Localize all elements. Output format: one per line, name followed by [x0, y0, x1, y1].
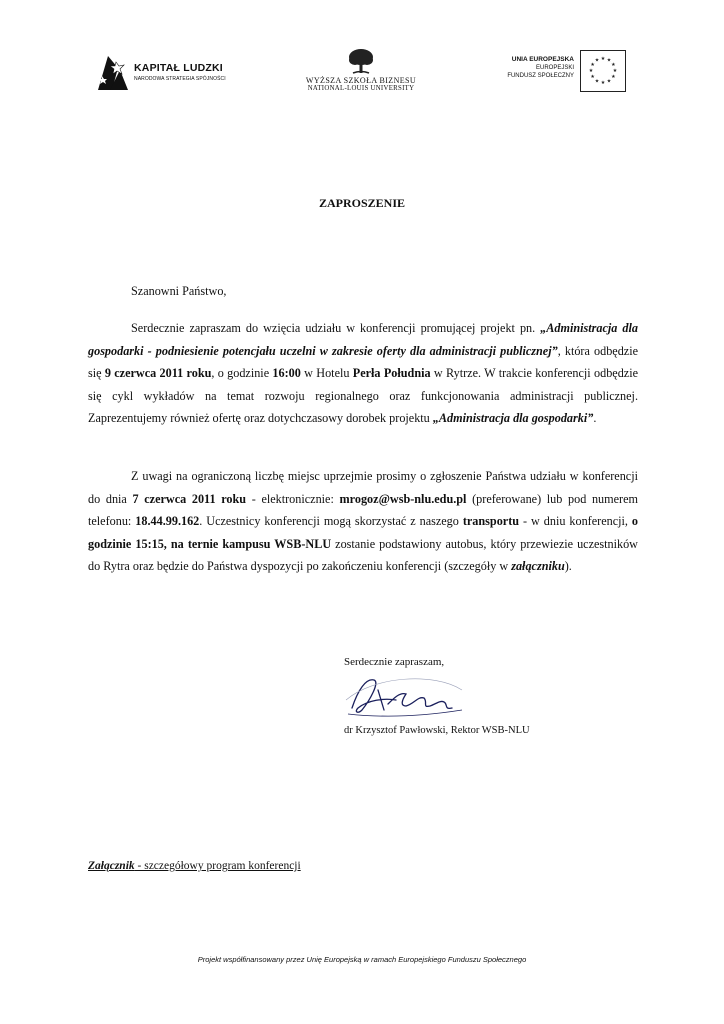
p2-run: załączniku	[511, 559, 565, 573]
attachment-note	[88, 860, 301, 872]
p1-run: 16:00	[272, 366, 301, 380]
p1-run: .	[593, 411, 597, 425]
p1-run: Perła Południa	[352, 366, 431, 380]
svg-text:★: ★	[594, 78, 600, 85]
kapital-ludzki-logo	[96, 52, 246, 94]
p1-run: w Hotelu	[300, 366, 353, 380]
salutation: Szanowni Państwo,	[131, 284, 227, 298]
signature	[344, 670, 470, 722]
p2-run: - elektronicznie:	[246, 491, 340, 506]
letter-title: ZAPROSZENIE	[318, 196, 406, 210]
tree-icon	[347, 48, 375, 76]
svg-text:★: ★	[611, 62, 616, 68]
p2-run: o godzinie 15:15, na ternie kampusu WSB-NLU	[88, 514, 638, 551]
svg-text:★: ★	[590, 62, 595, 68]
wsb-name: WYŻSZA SZKOŁA BIZNESU	[305, 76, 417, 85]
svg-text:★: ★	[588, 68, 594, 74]
kapital-ludzki-subtitle: NARODOWA STRATEGIA SPÓJNOŚCI	[134, 76, 226, 82]
p1-run: „Administracja dla gospodarki - podniesienie potencjału uczelni w zakresie oferty dla administracji publicznej”	[88, 321, 638, 358]
ue-text	[486, 56, 574, 80]
p2-run: . Uczestnicy konferencji mogą skorzystać z naszego	[199, 514, 463, 528]
eu-flag-icon	[580, 50, 626, 92]
p2-run: Z uwagi na ograniczoną liczbę miejsc uprzejmie prosimy o zgłoszenie Państwa udziału w konferencji do dnia	[88, 469, 638, 506]
ue-line3: FUNDUSZ SPOŁECZNY	[507, 73, 574, 79]
p1-run: w Rytrze. W trakcie konferencji odbędzie się cykl wykładów na temat rozwoju regionalnego oraz funkcjonowania administracji publicznej. Zaprezentujemy również ofertę oraz dotychczasowy dorobek projektu	[88, 366, 638, 425]
p2-run: ).	[564, 559, 572, 573]
kapital-ludzki-title: KAPITAŁ LUDZKI	[134, 62, 223, 74]
svg-text:★: ★	[606, 78, 612, 85]
attachment-text: - szczegółowy program konferencji	[134, 860, 301, 872]
wsb-logo	[296, 48, 426, 98]
svg-text:★: ★	[590, 74, 595, 80]
svg-text:★: ★	[600, 56, 606, 62]
svg-text:★: ★	[612, 68, 618, 74]
svg-text:★: ★	[606, 57, 612, 64]
p2-run: 18.44.99.162	[135, 514, 200, 528]
p2-run: zostanie podstawiony autobus, który przewiezie uczestników do Rytra oraz będzie do Państwa dyspozycji po zakończeniu konferencji (szczegóły w	[88, 536, 638, 573]
svg-text:★: ★	[611, 74, 616, 80]
p2-run: (preferowane) lub pod numerem telefonu:	[88, 491, 638, 528]
closing: Serdecznie zapraszam,	[344, 656, 445, 668]
paragraph-invitation	[88, 317, 638, 430]
p1-run: „Administracja dla gospodarki”	[432, 411, 594, 425]
p1-run: , o godzinie	[211, 366, 273, 380]
ue-line1: UNIA EUROPEJSKA	[511, 56, 574, 63]
svg-text:★: ★	[600, 80, 606, 86]
signer-name: dr Krzysztof Pawłowski, Rektor WSB-NLU	[344, 725, 530, 736]
kapital-ludzki-emblem-icon	[96, 54, 130, 92]
p1-run: , która odbędzie się	[88, 343, 638, 380]
ue-line2: EUROPEJSKI	[535, 65, 574, 71]
ue-logo	[486, 50, 636, 94]
footer-note: Projekt współfinansowany przez Unię Europejską w ramach Europejskiego Funduszu Społecznego	[197, 955, 527, 964]
p1-run: 9 czerwca 2011 roku	[104, 366, 212, 380]
svg-text:★: ★	[594, 57, 600, 64]
attachment-label: Załącznik	[88, 860, 135, 872]
p2-run: 7 czerwca 2011 roku	[132, 491, 247, 506]
p2-run: mrogoz@wsb-nlu.edu.pl	[339, 491, 467, 506]
p2-run: transportu	[462, 514, 520, 528]
wsb-subname: NATIONAL-LOUIS UNIVERSITY	[307, 85, 415, 92]
p1-run: Serdecznie zapraszam do wzięcia udziału w konferencji promującej projekt pn.	[131, 321, 541, 335]
p2-run: - w dniu konferencji,	[519, 514, 632, 528]
paragraph-registration	[88, 465, 638, 578]
